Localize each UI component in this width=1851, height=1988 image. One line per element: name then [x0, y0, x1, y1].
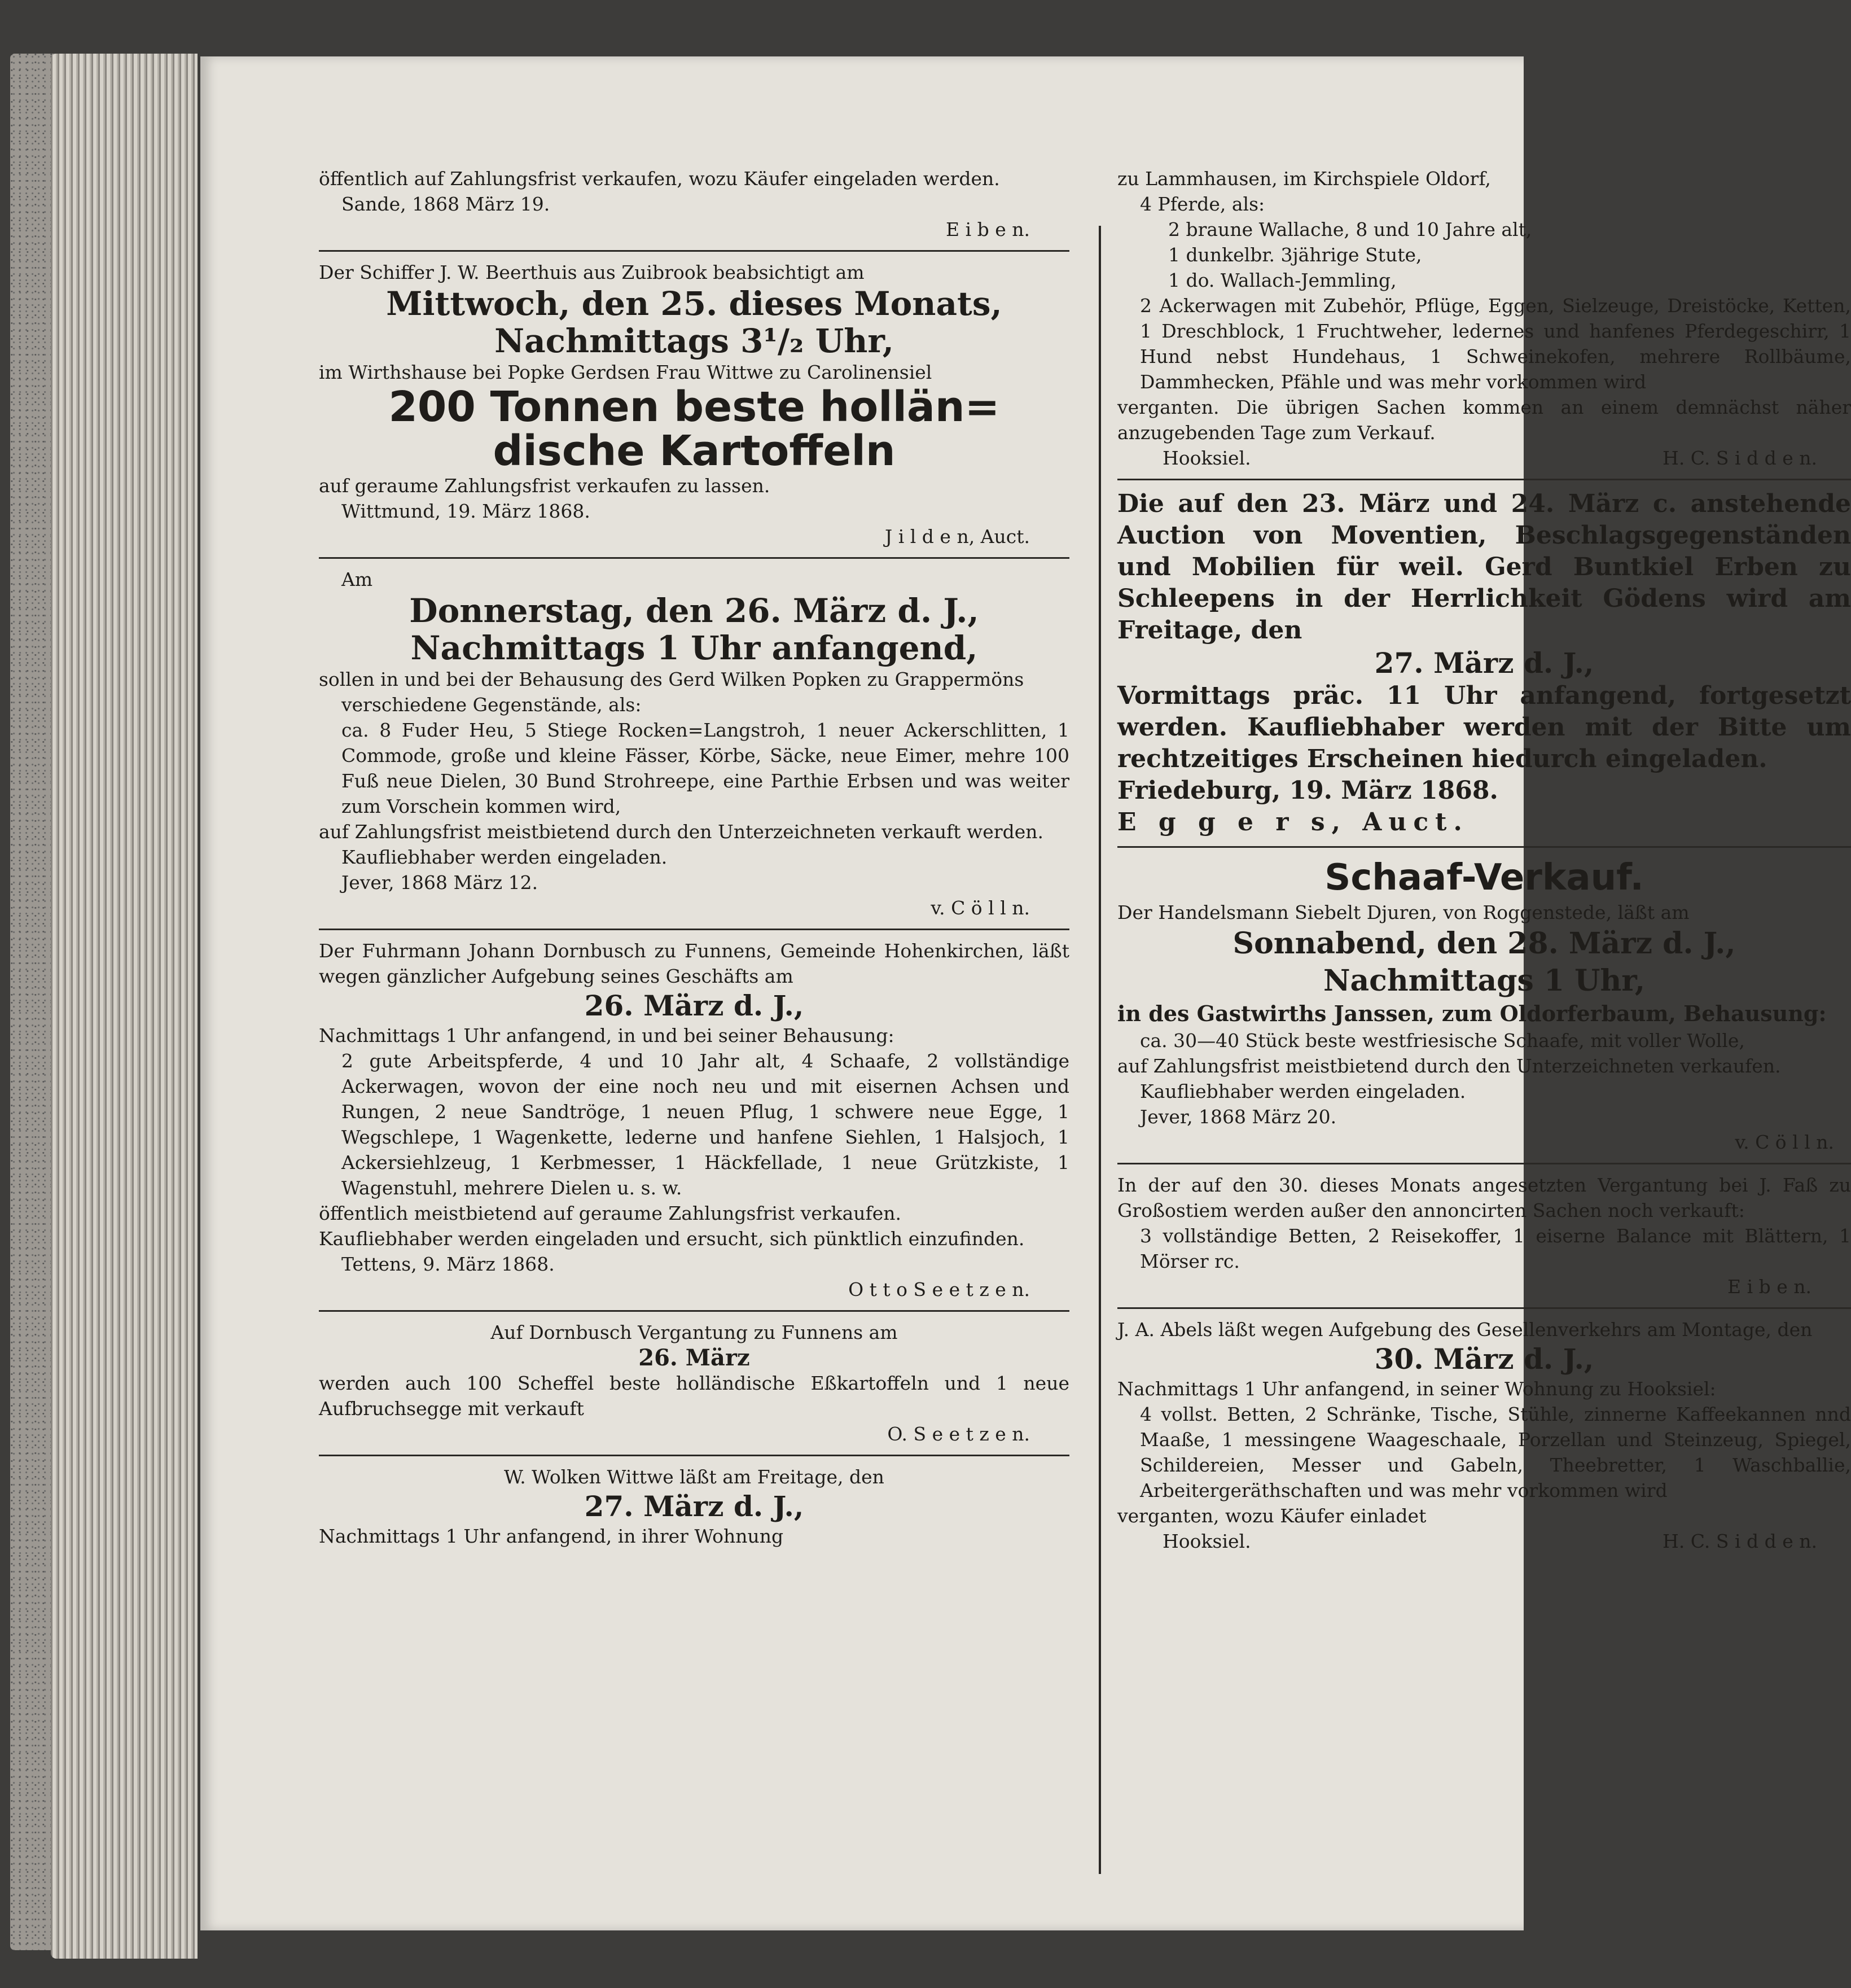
item-list: ca. 8 Fuder Heu, 5 Stiege Rocken=Langstroh, 1 neuer Ackerschlitten, 1 Commode, große und kleine Fässer, Körbe, Säcke, neue Eimer, mehre 100 Fuß neue Dielen, 30 Bund Strohreepe, eine Parthie Erbsen und was weiter zum Vorschein kommen wird,: [341, 719, 1069, 817]
notice-text: Nachmittags 1 Uhr anfangend, in seiner Wohnung zu Hooksiel:: [1117, 1378, 1716, 1400]
auction-time: Nachmittags 1 Uhr anfangend,: [410, 629, 978, 667]
item-list: 2 Ackerwagen mit Zubehör, Pflüge, Eggen, Sielzeuge, Dreistöcke, Ketten, 1 Dreschblock, 1 Fruchtweher, ledernes und hanfenes Pferdegeschirr, 1 Hund nebst Hundehaus, 1 Schweinekofen, mehrere Rollbäume, Dammhecken, Pfähle und was mehr vorkommen wird: [1140, 295, 1851, 393]
notice-buntkiel: [1117, 486, 1851, 842]
place-date: Jever, 1868 März 12.: [341, 872, 538, 894]
notice-text2: verganten, wozu Käufer einladet: [1117, 1505, 1427, 1527]
auction-date: Sonnabend, den 28. März d. J.,: [1232, 926, 1736, 961]
signature: v. C ö l l n.: [1735, 1131, 1834, 1153]
divider: [1117, 1163, 1851, 1164]
notice-text: verganten. Die übrigen Sachen kommen an einem demnächst näher anzugebenden Tage zum Verkauf.: [1117, 396, 1851, 444]
column-rule: [1099, 226, 1101, 1874]
notice-text: Nachmittags 1 Uhr anfangend, in ihrer Wohnung: [319, 1525, 784, 1547]
notice-text2: öffentlich meistbietend auf geraume Zahlungsfrist verkaufen.: [319, 1202, 901, 1224]
signature: O. S e e t z e n.: [887, 1423, 1030, 1445]
auction-date: 27. März d. J.,: [1374, 646, 1594, 680]
place-signature-row: [1117, 1529, 1851, 1554]
place-signature-row: [1117, 445, 1851, 471]
place-date: Tettens, 9. März 1868.: [341, 1253, 555, 1275]
item-list: 3 vollständige Betten, 2 Reisekoffer, 1 eiserne Balance mit Blättern, 1 Mörser rc.: [1140, 1225, 1851, 1272]
right-column: [1117, 164, 1851, 1557]
notice-intro: Der Schiffer J. W. Beerthuis aus Zuibrook beabsichtigt am: [319, 261, 865, 283]
notice-text2: Vormittags präc. 11 Uhr anfangend, fortgesetzt werden. Kaufliebhaber werden mit der Bitte um rechtzeitiges Erscheinen hiedurch eingeladen.: [1117, 681, 1851, 773]
notice-text: auf Zahlungsfrist meistbietend durch den Unterzeichneten verkauft werden.: [319, 821, 1043, 843]
auction-date: 30. März d. J.,: [1374, 1342, 1594, 1376]
notice-schaaf: [1117, 853, 1851, 1158]
auction-date: Mittwoch, den 25. dieses Monats,: [386, 284, 1002, 323]
signature: E i b e n.: [946, 218, 1030, 240]
notice-intro: W. Wolken Wittwe läßt am Freitage, den: [504, 1466, 884, 1488]
divider: [1117, 1307, 1851, 1309]
notice-intro: Der Handelsmann Siebelt Djuren, von Roggenstede, läßt am: [1117, 901, 1690, 923]
notice-intro: sollen in und bei der Behausung des Gerd Wilken Popken zu Grappermöns: [319, 668, 1024, 690]
auction-date: Donnerstag, den 26. März d. J.,: [409, 592, 979, 630]
place-date: Jever, 1868 März 20.: [1140, 1106, 1337, 1128]
left-column: [319, 164, 1069, 1552]
signature: H. C. S i d d e n.: [1663, 447, 1817, 469]
book-fore-edge: [51, 54, 198, 1959]
notice-sande: [319, 164, 1069, 246]
notice-intro: zu Lammhausen, im Kirchspiele Oldorf,: [1117, 168, 1491, 190]
item-line: 1 dunkelbr. 3jährige Stute,: [1168, 244, 1422, 266]
item-line: 4 Pferde, als:: [1140, 193, 1265, 215]
auction-place: in des Gastwirths Janssen, zum Oldorferbaum, Behausung:: [1117, 1001, 1827, 1026]
place-date: Friedeburg, 19. März 1868.: [1117, 776, 1498, 805]
notice-fass: [1117, 1170, 1851, 1303]
signature: E g g e r s, Auct.: [1117, 808, 1469, 837]
notice-text: Nachmittags 1 Uhr anfangend, in und bei seiner Behausung:: [319, 1024, 894, 1046]
newspaper-page: [200, 56, 1851, 1930]
place-date: Sande, 1868 März 19.: [341, 193, 550, 215]
item-list: ca. 30—40 Stück beste westfriesische Schaafe, mit voller Wolle,: [1140, 1030, 1745, 1052]
notice-intro: Der Fuhrmann Johann Dornbusch zu Funnens, Gemeinde Hohenkirchen, läßt wegen gänzlicher Aufgebung seines Geschäfts am: [319, 940, 1069, 987]
item-list: 4 vollst. Betten, 2 Schränke, Tische, Stühle, zinnerne Kaffeekannen nnd Maaße, 1 messingene Waageschaale, Porzellan und Steinzeug, Spiegel, Schildereien, Messer und Gabeln, Theebretter, 1 Waschballie, Arbeitergeräthschaften und was mehr vorkommen wird: [1140, 1403, 1851, 1501]
signature: O t t o S e e t z e n.: [848, 1278, 1030, 1300]
notice-lammhausen: [1117, 164, 1851, 474]
divider: [319, 1455, 1069, 1456]
invitation: Kaufliebhaber werden eingeladen.: [1140, 1080, 1466, 1102]
notice-dornbusch-potatoes: [319, 1317, 1069, 1450]
notice-intro: J. A. Abels läßt wegen Aufgebung des Gesellenverkehrs am Montage, den: [1117, 1319, 1813, 1341]
item-line: 1 do. Wallach-Jemmling,: [1168, 269, 1397, 291]
notice-intro: Auf Dornbusch Vergantung zu Funnens am: [490, 1321, 898, 1343]
divider: [319, 250, 1069, 252]
notice-dornbusch: [319, 936, 1069, 1306]
auction-time: Nachmittags 1 Uhr,: [1323, 964, 1646, 998]
headline: 200 Tonnen beste hollän=: [388, 383, 1000, 431]
divider: [319, 1310, 1069, 1312]
place-date: Wittmund, 19. März 1868.: [341, 500, 590, 522]
notice-text: auf Zahlungsfrist meistbietend durch den Unterzeichneten verkaufen.: [1117, 1055, 1781, 1077]
auction-date: 26. März: [638, 1345, 750, 1371]
divider: [319, 929, 1069, 930]
notice-wolken: [319, 1462, 1069, 1552]
place: Hooksiel.: [1163, 1530, 1251, 1552]
notice-intro2: verschiedene Gegenstände, als:: [341, 694, 642, 716]
notice-grappermoens: [319, 564, 1069, 924]
invitation: Kaufliebhaber werden eingeladen und ersucht, sich pünktlich einzufinden.: [319, 1228, 1025, 1250]
item-line: 2 braune Wallache, 8 und 10 Jahre alt,: [1168, 218, 1532, 240]
notice-text: öffentlich auf Zahlungsfrist verkaufen, wozu Käufer eingeladen werden.: [319, 168, 1000, 190]
auction-date: 26. März d. J.,: [584, 989, 804, 1022]
notice-text: Die auf den 23. März und 24. März c. anstehende Auction von Moventien, Beschlagsgegenständen und Mobilien für weil. Gerd Buntkiel Erben zu Schleepens in der Herrlichkeit Gödens wird am Freitage, den: [1117, 489, 1851, 645]
auction-place: im Wirthshause bei Popke Gerdsen Frau Wittwe zu Carolinensiel: [319, 361, 932, 383]
place: Hooksiel.: [1163, 447, 1251, 469]
signature: E i b e n.: [1727, 1276, 1811, 1298]
signature: H. C. S i d d e n.: [1663, 1530, 1817, 1552]
notice-text: In der auf den 30. dieses Monats angesetzten Vergantung bei J. Faß zu Großostiem werden außer den annoncirten Sachen noch verkauft:: [1117, 1174, 1851, 1221]
headline: Schaaf-Verkauf.: [1324, 857, 1644, 899]
signature: v. C ö l l n.: [931, 897, 1030, 919]
signature: J i l d e n, Auct.: [885, 526, 1030, 548]
divider: [319, 557, 1069, 559]
item-list: 2 gute Arbeitspferde, 4 und 10 Jahr alt, 4 Schaafe, 2 vollständige Ackerwagen, wovon der eine noch neu und mit eisernen Achsen und Rungen, 2 neue Sandtröge, 1 neuen Pflug, 1 schwere neue Egge, 1 Wegschlepe, 1 Wagenkette, lederne und hanfene Siehlen, 1 Halsjoch, 1 Ackersiehlzeug, 1 Kerbmesser, 1 Häckfellade, 1 neue Grützkiste, 1 Wagenstuhl, mehrere Dielen u. s. w.: [341, 1050, 1069, 1199]
notice-text: auf geraume Zahlungsfrist verkaufen zu lassen.: [319, 475, 770, 497]
headline-cont: dische Kartoffeln: [493, 427, 896, 475]
divider: [1117, 479, 1851, 480]
divider: [1117, 846, 1851, 848]
auction-date: 27. März d. J.,: [584, 1490, 804, 1523]
notice-am: Am: [341, 568, 373, 590]
notice-beerthuis: [319, 257, 1069, 553]
auction-time: Nachmittags 3¹/₂ Uhr,: [494, 322, 894, 360]
notice-text: werden auch 100 Scheffel beste holländische Eßkartoffeln und 1 neue Aufbruchsegge mit verkauft: [319, 1372, 1069, 1420]
invitation: Kaufliebhaber werden eingeladen.: [341, 846, 668, 868]
notice-abels: [1117, 1315, 1851, 1557]
